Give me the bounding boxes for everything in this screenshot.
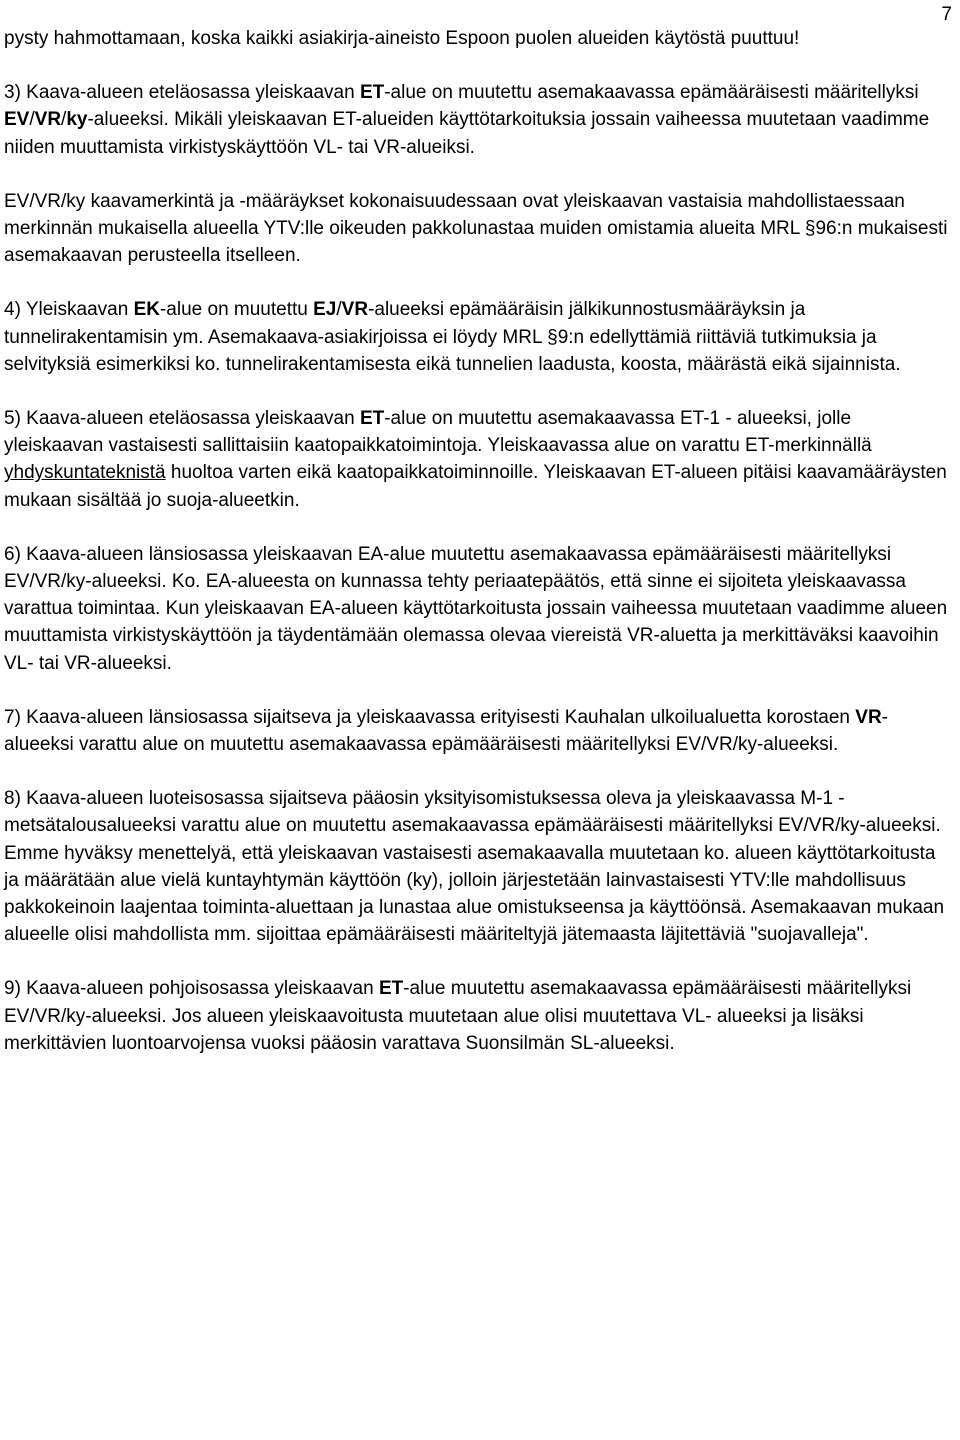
paragraph-text: huoltoa varten eikä kaatopaikkatoiminnoille. Yleiskaavan ET-alueen pitäisi kaavamääräysten mukaan sisältää jo suoja-alueetkin. xyxy=(4,462,947,511)
underlined-term: yhdyskuntateknistä xyxy=(4,462,166,484)
bold-term: EV xyxy=(4,109,30,131)
paragraph-item-8 xyxy=(4,785,952,948)
paragraph-text: pysty hahmottamaan, koska kaikki asiakirja-aineisto Espoon puolen alueiden käytöstä puuttuu! xyxy=(4,28,800,49)
bold-term: ET xyxy=(359,408,385,430)
page-number: 7 xyxy=(941,4,952,25)
paragraph-item-6 xyxy=(4,541,952,677)
paragraph-text: -alueeksi epämääräisin jälkikunnostusmääräyksin ja tunnelirakentamisin ym. Asemakaava-asiakirjoissa ei löydy MRL §9:n edellyttämiä riittäviä tutkimuksia ja selvityksiä esimerkiksi ko. tunnelirakentamisesta eikä tunnelien laadusta, koosta, määrästä eikä sijainnista. xyxy=(4,299,901,375)
paragraph-item-4 xyxy=(4,296,952,378)
paragraph-text: -alue on muutettu asemakaavassa epämääräisesti määritellyksi xyxy=(384,82,919,104)
document-body xyxy=(4,25,952,1057)
paragraph-text: 5) Kaava-alueen eteläosassa yleiskaavan xyxy=(4,408,360,430)
paragraph-text: / xyxy=(29,109,35,131)
paragraph-text: -alueeksi varattu alue on muutettu asemakaavassa epämääräisesti määritellyksi EV/VR/ky-alueeksi. xyxy=(4,706,888,756)
paragraph-continuation xyxy=(4,25,952,52)
paragraph-text: 8) Kaava-alueen luoteisosassa sijaitseva pääosin yksityisomistuksessa oleva ja yleiskaavassa M-1 -metsätalousalueeksi varattu alue on muutettu asemakaavassa epämääräisesti määritellyksi EV/VR/ky-alueeksi. Emme hyväksy menettelyä, että yleiskaavan vastaisesti asemakaavalla muutetaan ko. alueen käyttötarkoitusta ja määrätään alue vielä kuntayhtymän käyttöön (ky), jolloin järjestetään lainvastaisesti YTV:lle mahdollisuus pakkokeinoin laajentaa toiminta-aluettaan ja lunastaa alue omistukseensa ja käyttöönsä. Asemakaavan mukaan alueelle olisi mahdollista mm. sijoittaa epämääräisesti määriteltyjä jätemaasta läjitettäviä "suojavalleja". xyxy=(4,788,945,946)
paragraph-text: 3) Kaava-alueen eteläosassa yleiskaavan xyxy=(4,82,360,104)
bold-term: EK xyxy=(133,299,160,321)
paragraph-text: 6) Kaava-alueen länsiosassa yleiskaavan EA-alue muutettu asemakaavassa epämääräisesti määritellyksi EV/VR/ky-alueeksi. Ko. EA-alueesta on kunnassa tehty periaatepäätös, että sinne ei sijoiteta yleiskaavassa varattua toimintaa. Kun yleiskaavan EA-alueen käyttötarkoitusta jossain vaiheessa muutetaan vaadimme alueen muuttamista virkistyskäyttöön ja täydentämään olemassa olevaa viereistä VR-aluetta ja merkittäväksi kaavoihin VL- tai VR-alueeksi. xyxy=(4,543,948,674)
bold-term: VR xyxy=(855,706,882,728)
paragraph-text: -alue muutettu asemakaavassa epämääräisesti määritellyksi EV/VR/ky-alueeksi. Jos alueen yleiskaavoitusta muutetaan alue olisi muutettava VL- alueeksi ja lisäksi merkittävien luontoarvojensa vuoksi pääosin varattava Suonsilmän SL-alueeksi. xyxy=(4,978,912,1054)
paragraph-text: 4) Yleiskaavan xyxy=(4,299,134,321)
paragraph-text: EV/VR/ky kaavamerkintä ja -määräykset kokonaisuudessaan ovat yleiskaavan vastaisia mahdollistaessaan merkinnän mukaisella alueella YTV:lle oikeuden pakkolunastaa muiden omistamia alueita MRL §96:n mukaisesti asemakaavan perusteella itselleen. xyxy=(4,190,948,267)
paragraph-item-5 xyxy=(4,405,952,514)
paragraph-text: 9) Kaava-alueen pohjoisosassa yleiskaavan xyxy=(4,978,379,1000)
paragraph-item-7 xyxy=(4,704,952,758)
paragraph-text: / xyxy=(61,109,67,131)
paragraph-item-3-note xyxy=(4,188,952,270)
paragraph-text: / xyxy=(336,299,342,321)
paragraph-text: -alue on muutettu asemakaavassa ET-1 - alueeksi, jolle yleiskaavan vastaisesti sallittaisiin kaatopaikkatoimintoja. Yleiskaavassa alue on varattu ET-merkinnällä xyxy=(4,408,872,457)
paragraph-text: 7) Kaava-alueen länsiosassa sijaitseva ja yleiskaavassa erityisesti Kauhalan ulkoilualuetta korostaen xyxy=(4,706,856,728)
bold-term: VR xyxy=(34,109,62,131)
bold-term: ky xyxy=(66,109,88,131)
bold-term: EJ xyxy=(313,299,337,321)
paragraph-text: -alue on muutettu xyxy=(159,299,314,321)
bold-term: ET xyxy=(378,978,404,1000)
paragraph-item-9 xyxy=(4,975,952,1057)
paragraph-item-3 xyxy=(4,79,952,161)
paragraph-text: -alueeksi. Mikäli yleiskaavan ET-alueiden käyttötarkoituksia jossain vaiheessa muutetaan vaadimme niiden muuttamista virkistyskäyttöön VL- tai VR-alueiksi. xyxy=(4,109,930,158)
bold-term: VR xyxy=(341,299,369,321)
bold-term: ET xyxy=(359,82,385,104)
